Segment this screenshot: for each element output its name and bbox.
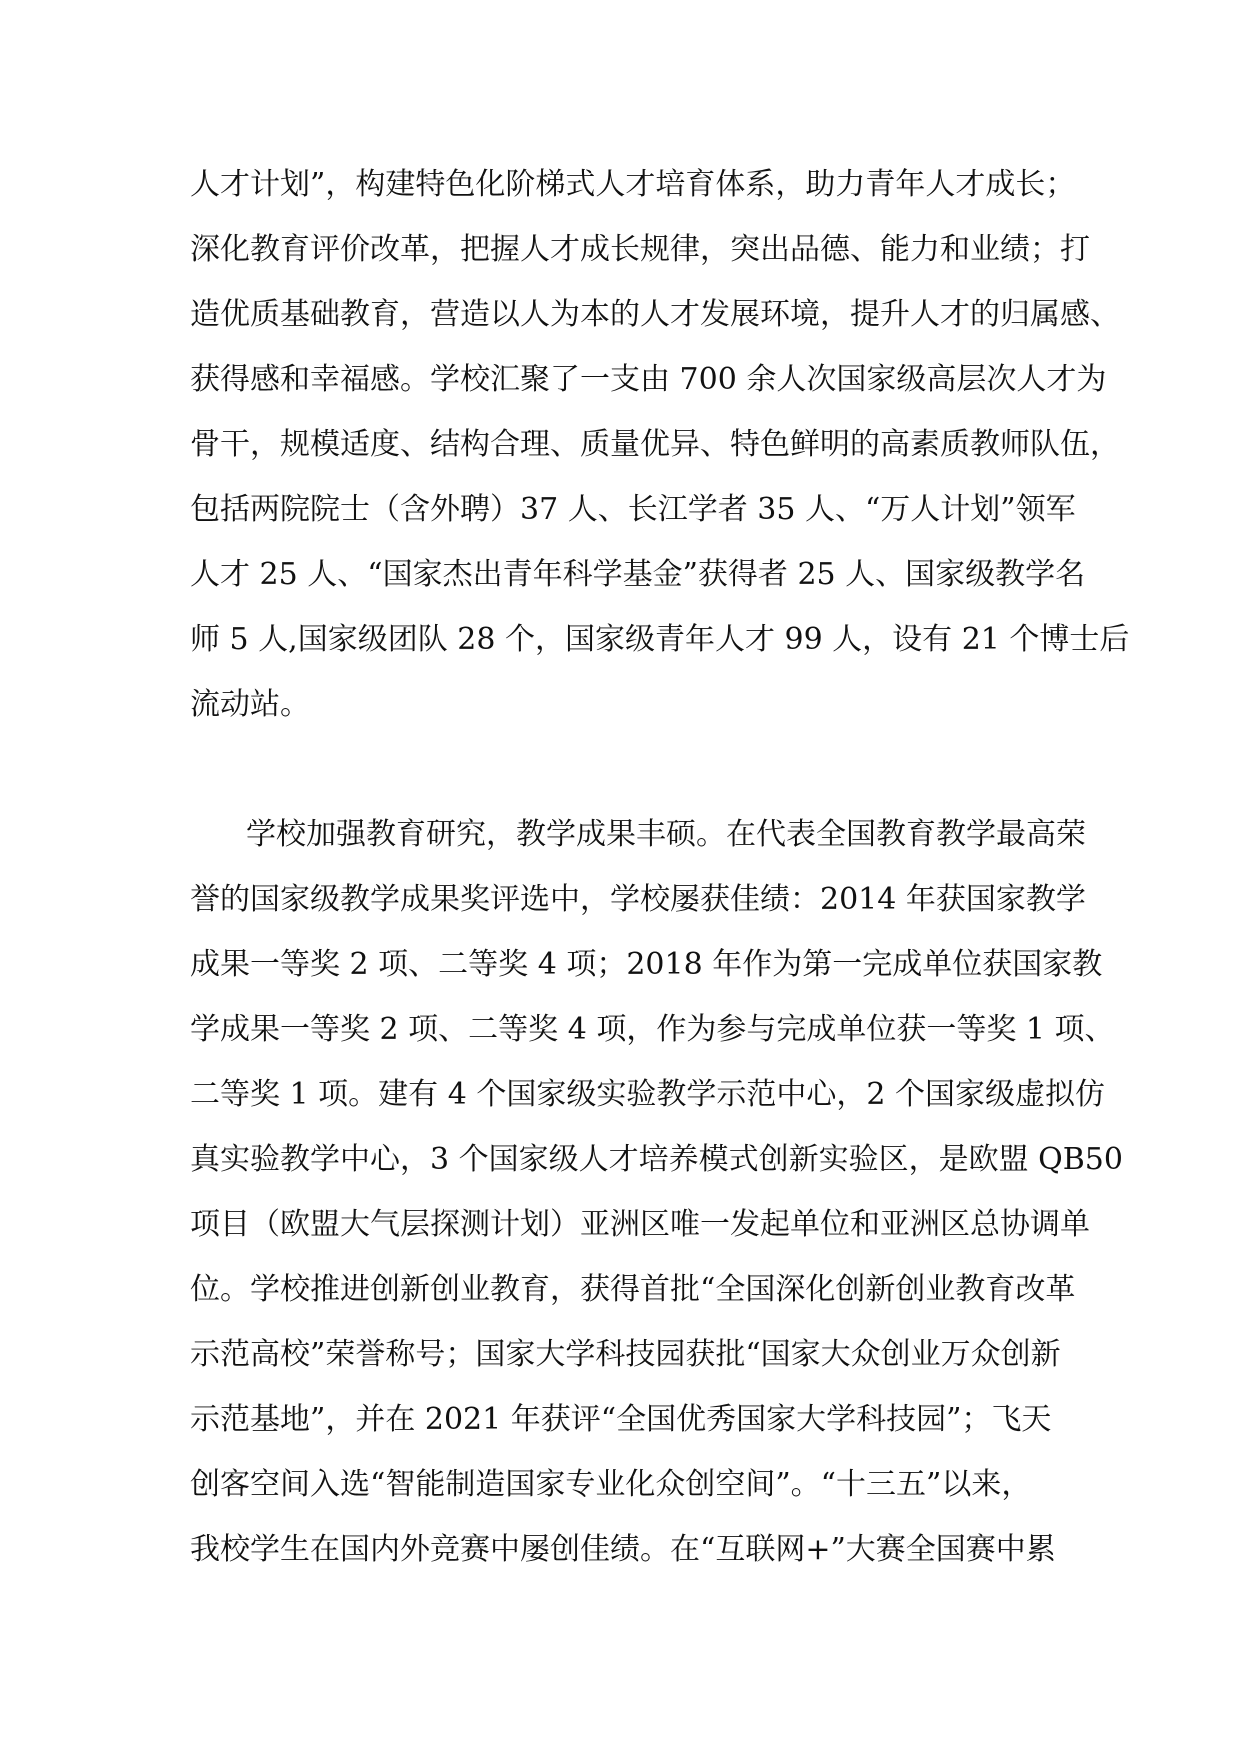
paragraph-line: 示范高校”荣誉称号；国家大学科技园获批“国家大众创业万众创新 [190, 1337, 1061, 1372]
paragraph-line: 项目（欧盟大气层探测计划）亚洲区唯一发起单位和亚洲区总协调单 [190, 1207, 1090, 1242]
paragraph-line: 人才 25 人、“国家杰出青年科学基金”获得者 25 人、国家级教学名 [190, 557, 1086, 592]
paragraph-line: 真实验教学中心，3 个国家级人才培养模式创新实验区，是欧盟 QB50 [190, 1142, 1123, 1177]
paragraph-line: 获得感和幸福感。学校汇聚了一支由 700 余人次国家级高层次人才为 [190, 362, 1107, 397]
paragraph-teaching [190, 802, 1123, 1582]
paragraph-line: 包括两院院士（含外聘）37 人、长江学者 35 人、“万人计划”领军 [190, 492, 1076, 527]
paragraph-line: 位。学校推进创新创业教育，获得首批“全国深化创新创业教育改革 [190, 1272, 1076, 1307]
paragraph-line: 学成果一等奖 2 项、二等奖 4 项，作为参与完成单位获一等奖 1 项、 [190, 1012, 1115, 1047]
paragraph-line: 骨干，规模适度、结构合理、质量优异、特色鲜明的高素质教师队伍， [190, 427, 1120, 462]
paragraph-talent [190, 152, 1130, 737]
paragraph-line: 流动站。 [190, 687, 310, 722]
paragraph-line: 造优质基础教育，营造以人为本的人才发展环境，提升人才的归属感、 [190, 297, 1120, 332]
paragraph-line: 成果一等奖 2 项、二等奖 4 项；2018 年作为第一完成单位获国家教 [190, 947, 1103, 982]
paragraph-line: 师 5 人,国家级团队 28 个，国家级青年人才 99 人，设有 21 个博士后 [190, 622, 1130, 657]
paragraph-line: 我校学生在国内外竞赛中屡创佳绩。在“互联网+”大赛全国赛中累 [190, 1532, 1056, 1567]
paragraph-line: 示范基地”，并在 2021 年获评“全国优秀国家大学科技园”；飞天 [190, 1402, 1052, 1437]
paragraph-line: 二等奖 1 项。建有 4 个国家级实验教学示范中心，2 个国家级虚拟仿 [190, 1077, 1105, 1112]
paragraph-line: 誉的国家级教学成果奖评选中，学校屡获佳绩：2014 年获国家教学 [190, 882, 1086, 917]
paragraph-line: 创客空间入选“智能制造国家专业化众创空间”。“十三五”以来， [190, 1467, 1032, 1502]
paragraph-line: 深化教育评价改革，把握人才成长规律，突出品德、能力和业绩；打 [190, 232, 1090, 267]
paragraph-line: 学校加强教育研究，教学成果丰硕。在代表全国教育教学最高荣 [246, 817, 1086, 852]
paragraph-line: 人才计划”，构建特色化阶梯式人才培育体系，助力青年人才成长； [190, 167, 1076, 202]
